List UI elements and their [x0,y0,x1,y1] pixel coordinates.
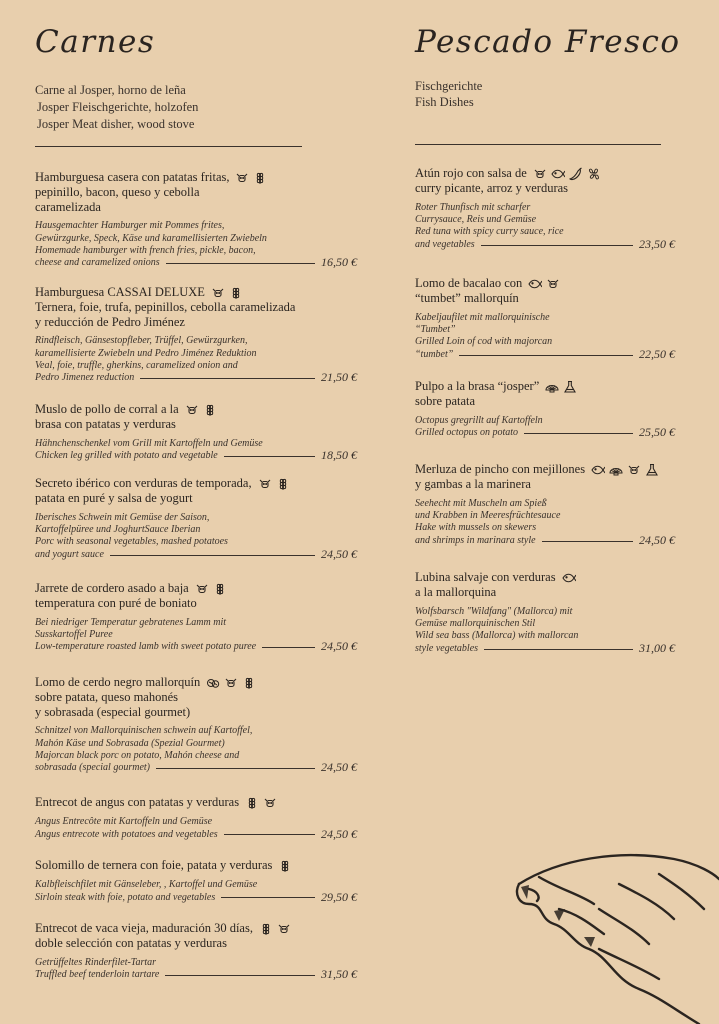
description-line: style vegetables [415,642,479,654]
price-leader [165,975,315,976]
price-leader [140,378,315,379]
wheat-icon [253,171,267,185]
description-line: Roter Thunfisch mit scharfer [415,201,531,213]
dish-title-line: a la mallorquina [415,585,497,600]
section-heading-pescado: Pescado Fresco [415,24,681,60]
dish-price: 22,50 € [639,346,675,361]
dish-price: 18,50 € [321,448,357,463]
dish-title-line: Hamburguesa CASSAI DELUXE [35,285,205,299]
dish-description [35,617,357,654]
price-leader [224,456,315,457]
description-line: Hausgemachter Hamburger mit Pommes frites, [35,220,225,232]
description-line: Gemüse mallorquinischen Stil [415,618,536,630]
dish-title-line: Entrecot de angus con patatas y verduras [35,795,240,809]
cow-icon [185,403,199,417]
section-divider [35,146,302,147]
dish-title [35,858,357,873]
dish-title [35,581,357,611]
description-line: Kalbfleischfilet mit Gänseleber, , Kartoffel und Gemüse [35,879,258,891]
description-line: Gewürzgurke, Speck, Käse und karamellisierten Zwiebeln [35,232,267,244]
description-line: Wolfsbarsch "Wildfang" (Mallorca) mit [415,605,573,617]
dish-title-line: y gambas a la marinera [415,477,531,492]
description-line: “tumbet” [415,348,454,360]
dish-description [35,725,357,775]
dish-title-line: y sobrasada (especial gourmet) [35,704,191,719]
dish-title [415,276,675,306]
description-line: Truffled beef tenderloin tartare [35,969,160,981]
dish-description [35,438,357,463]
fish-icon [551,167,565,181]
price-leader [481,245,633,246]
dish-title-line: Atún rojo con salsa de [415,166,527,180]
sesame-icon [587,167,601,181]
description-line: Sirloin steak with foie, potato and vegetables [35,891,216,903]
dish-title [35,476,357,506]
dish-title-line: Secreto ibérico con verduras de temporada, [35,476,252,490]
menu-item [35,581,357,654]
cow-icon [546,277,560,291]
description-line: and yogurt sauce [35,548,104,560]
dish-title-line: Hamburguesa casera con patatas fritas, [35,170,230,184]
description-line: und Krabben in Meeresfrüchtesauce [415,510,561,522]
dish-title [415,462,675,492]
price-leader [156,768,315,769]
dish-title-line: brasa con patatas y verduras [35,417,176,432]
menu-item [35,402,357,462]
dish-price: 23,50 € [639,236,675,251]
dish-price: 24,50 € [321,760,357,775]
shell-icon [545,380,559,394]
dish-title-line: “tumbet” mallorquín [415,291,519,306]
menu-item [415,276,675,361]
fish-icon [528,277,542,291]
menu-item [415,379,675,439]
dish-title-line: Merluza de pincho con mejillones [415,462,586,476]
allergen-icons [185,403,217,417]
section-subtitle-3: Josper Meat disher, wood stove [37,117,195,131]
dish-title [35,285,357,329]
wheat-icon [229,286,243,300]
dish-price: 29,50 € [321,889,357,904]
description-line: Hähnchenschenkel vom Grill mit Kartoffeln und Gemüse [35,437,263,449]
description-line: sobrasada (special gourmet) [35,762,150,774]
menu-item [35,285,357,385]
dish-title-line: sobre patata [415,394,476,409]
allergen-icons [211,286,243,300]
price-leader [110,555,315,556]
wheat-icon [213,582,227,596]
cow-icon [258,477,272,491]
dish-description [415,202,675,252]
wheat-icon [242,676,256,690]
price-leader [224,834,315,835]
description-line: Bei niedriger Temperatur gebratenes Lamm mit [35,616,227,628]
dish-price: 25,50 € [639,425,675,440]
price-leader [484,649,633,650]
allergen-icons [245,796,277,810]
dish-description [35,879,357,904]
dish-price: 24,50 € [321,546,357,561]
description-line: Getrüffeltes Rinderfilet-Tartar [35,956,157,968]
menu-item [35,921,357,981]
dish-price: 31,50 € [321,967,357,982]
flask-icon [563,380,577,394]
description-line: Angus Entrecôte mit Kartoffeln und Gemüse [35,816,213,828]
dish-description [35,220,357,270]
price-leader [459,355,633,356]
dish-title-line: caramelizada [35,199,101,214]
dish-price: 31,00 € [639,640,675,655]
wheat-icon [203,403,217,417]
menu-item [415,166,675,251]
menu-item [35,858,357,904]
chili-icon [569,167,583,181]
dish-title-line: temperatura con puré de boniato [35,596,197,611]
description-line: “Tumbet” [415,324,456,336]
section-subtitle-1: Carne al Josper, horno de leña [35,83,186,97]
dish-title [415,166,675,196]
description-line: Rindfleisch, Gänsestopfleber, Trüffel, Gewürzgurken, [35,335,248,347]
description-line: Low-temperature roasted lamb with sweet potato puree [35,641,257,653]
dish-title [415,570,675,600]
dish-title [35,921,357,951]
dish-title-line: Lubina salvaje con verduras [415,570,556,584]
dish-title [35,795,357,810]
menu-item [415,570,675,655]
cow-icon [195,582,209,596]
cow-icon [277,922,291,936]
description-line: and vegetables [415,238,475,250]
description-line: Chicken leg grilled with potato and vegetable [35,450,218,462]
dish-price: 16,50 € [321,255,357,270]
allergen-icons [195,582,227,596]
allergen-icons [278,859,292,873]
allergen-icons [533,167,601,181]
price-leader [221,897,315,898]
section-subtitle-2: Josper Fleischgerichte, holzofen [37,100,199,114]
section-divider [415,144,661,145]
dish-description [415,606,675,656]
description-line: Veal, foie, truffle, gherkins, caramelized onion and [35,359,238,371]
description-line: Red tuna with spicy curry sauce, rice [415,226,564,238]
menu-item [415,462,675,547]
dish-title-line: Jarrete de cordero asado a baja [35,581,189,595]
dish-title-line: pepinillo, bacon, queso y cebolla [35,185,200,200]
dish-price: 24,50 € [321,826,357,841]
shell-icon [609,463,623,477]
description-line: Octopus gregrillt auf Kartoffeln [415,414,543,426]
cow-icon [627,463,641,477]
allergen-icons [235,171,267,185]
dish-title-line: sobre patata, queso mahonés [35,690,179,705]
menu-item [35,795,357,841]
dish-description [415,498,675,548]
dish-price: 24,50 € [321,639,357,654]
price-leader [524,433,633,434]
description-line: karamellisierte Zwiebeln und Pedro Jiménez Reduktion [35,347,257,359]
nuts-icon [206,676,220,690]
description-line: Kabeljaufilet mit mallorquinische [415,311,550,323]
menu-item [35,476,357,561]
description-line: Mahón Käse und Sobrasada (Spezial Gourmet) [35,737,225,749]
cow-icon [211,286,225,300]
dish-title-line: Pulpo a la brasa “josper” [415,379,540,393]
description-line: Currysauce, Reis und Gemüse [415,214,537,226]
description-line: Grilled octopus on potato [415,427,519,439]
cow-icon [224,676,238,690]
dish-description [35,957,357,982]
wheat-icon [276,477,290,491]
price-leader [166,263,315,264]
dish-price: 21,50 € [321,370,357,385]
description-line: Pedro Jimenez reduction [35,372,135,384]
section-heading-carnes: Carnes [35,24,156,60]
cow-icon [263,796,277,810]
menu-item [35,675,357,775]
wheat-icon [259,922,273,936]
section-subtitle-1: Fischgerichte [415,79,483,93]
description-line: Grilled Loin of cod with majorcan [415,336,553,348]
description-line: Majorcan black porc on potato, Mahón cheese and [35,749,240,761]
dish-description [35,816,357,841]
dish-description [415,415,675,440]
menu-item [35,170,357,270]
description-line: Schnitzel von Mallorquinischen schwein auf Kartoffel, [35,725,253,737]
dish-title-line: Lomo de bacalao con [415,276,523,290]
description-line: and shrimps in marinara style [415,534,536,546]
fish-icon [562,571,576,585]
price-leader [262,647,315,648]
dish-title-line: doble selección con patatas y verduras [35,936,227,951]
description-line: Wild sea bass (Mallorca) with mallorcan [415,630,579,642]
allergen-icons [562,571,576,585]
description-line: Kartoffelpüree und JoghurtSauce Iberian [35,524,201,536]
dish-price: 24,50 € [639,532,675,547]
allergen-icons [591,463,659,477]
dish-title-line: Lomo de cerdo negro mallorquín [35,675,201,689]
allergen-icons [259,922,291,936]
dish-title [35,675,357,719]
dish-description [415,312,675,362]
section-subtitle-2: Fish Dishes [415,95,474,109]
description-line: cheese and caramelized onions [35,257,160,269]
wheat-icon [245,796,259,810]
allergen-icons [528,277,560,291]
dish-description [35,335,357,385]
description-line: Iberisches Schwein mit Gemüse der Saison, [35,511,210,523]
description-line: Susskartoffel Puree [35,629,113,641]
allergen-icons [258,477,290,491]
cow-icon [235,171,249,185]
dish-title-line: Muslo de pollo de corral a la [35,402,179,416]
dish-title [415,379,675,409]
fish-icon [591,463,605,477]
description-line: Hake with mussels on skewers [415,522,537,534]
description-line: Homemade hamburger with french fries, pickle, bacon, [35,244,256,256]
dish-title-line: Ternera, foie, trufa, pepinillos, cebolla caramelizada [35,300,296,315]
cow-icon [533,167,547,181]
dish-title [35,402,357,432]
price-leader [542,541,633,542]
description-line: Seehecht mit Muscheln am Spieß [415,497,547,509]
dish-title-line: curry picante, arroz y verduras [415,181,569,196]
description-line: Angus entrecote with potatoes and vegetables [35,828,218,840]
dish-title-line: Entrecot de vaca vieja, maduración 30 días, [35,921,253,935]
dish-title-line: Solomillo de ternera con foie, patata y verduras [35,858,273,872]
dish-title-line: patata en puré y salsa de yogurt [35,491,193,506]
wheat-icon [278,859,292,873]
dish-description [35,512,357,562]
allergen-icons [545,380,577,394]
dish-title-line: y reducción de Pedro Jiménez [35,314,185,329]
description-line: Porc with seasonal vegetables, mashed potatoes [35,536,228,548]
flask-icon [645,463,659,477]
allergen-icons [206,676,256,690]
dish-title [35,170,357,214]
fish-illustration [499,849,719,1024]
